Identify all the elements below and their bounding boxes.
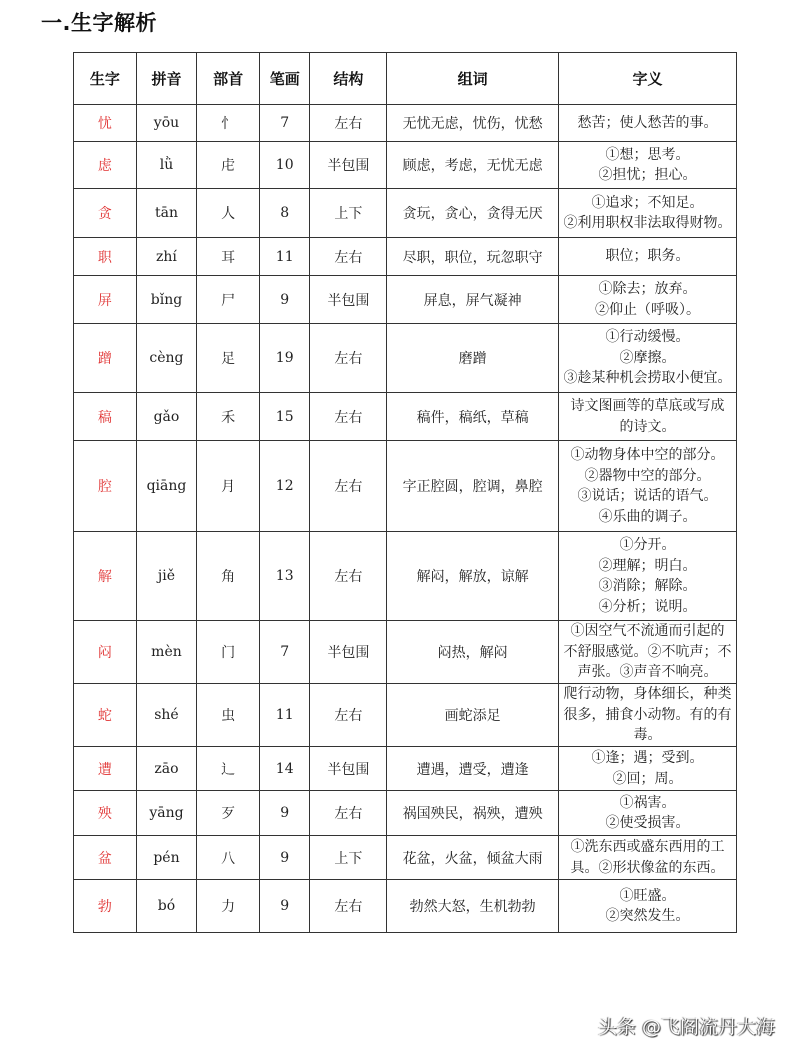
words-cell: 顾虑，考虑，无忧无虑: [387, 142, 559, 189]
pinyin-cell: yōu: [136, 105, 197, 142]
radical-cell: 力: [197, 880, 260, 933]
meaning-cell: [559, 621, 737, 684]
meaning-line: ①因空气不流通而引起的: [570, 623, 725, 640]
radical-cell: 辶: [197, 747, 260, 791]
pinyin-cell: gǎo: [136, 393, 197, 441]
meaning-line: ④分析；说明。: [598, 598, 697, 615]
header-radical: 部首: [197, 53, 260, 105]
radical-cell: 虍: [197, 142, 260, 189]
structure-cell: 半包围: [310, 621, 387, 684]
words-cell: 磨蹭: [387, 324, 559, 393]
meaning-line: ②理解；明白。: [598, 557, 697, 574]
structure-cell: 左右: [310, 791, 387, 836]
header-words: 组词: [387, 53, 559, 105]
structure-cell: 左右: [310, 880, 387, 933]
meaning-cell: [559, 142, 737, 189]
strokes-cell: 19: [259, 324, 310, 393]
strokes-cell: 15: [259, 393, 310, 441]
table-header-row: [74, 53, 737, 105]
section-title: 一.生字解析: [41, 11, 157, 35]
char-cell: 殃: [74, 791, 137, 836]
table-row: [74, 238, 737, 276]
structure-cell: 左右: [310, 105, 387, 142]
meaning-cell: [559, 324, 737, 393]
words-cell: 屏息，屏气凝神: [387, 276, 559, 324]
meaning-cell: [559, 791, 737, 836]
strokes-cell: 11: [259, 684, 310, 747]
meaning-cell: [559, 105, 737, 142]
meaning-line: ④乐曲的调子。: [598, 508, 697, 525]
char-cell: 盆: [74, 836, 137, 880]
meaning-line: ①洗东西或盛东西用的工: [570, 839, 725, 855]
structure-cell: 上下: [310, 189, 387, 238]
structure-cell: 上下: [310, 836, 387, 880]
words-cell: 贪玩，贪心，贪得无厌: [387, 189, 559, 238]
structure-cell: 左右: [310, 532, 387, 621]
header-pinyin: 拼音: [136, 53, 197, 105]
radical-cell: 尸: [197, 276, 260, 324]
char-cell: 稿: [74, 393, 137, 441]
meaning-line: ①旺盛。: [619, 887, 676, 904]
strokes-cell: 7: [259, 105, 310, 142]
strokes-cell: 8: [259, 189, 310, 238]
words-cell: 祸国殃民，祸殃，遭殃: [387, 791, 559, 836]
char-cell: 勃: [74, 880, 137, 933]
table-row: [74, 836, 737, 880]
header-char: 生字: [74, 53, 137, 105]
table-row: [74, 324, 737, 393]
table-row: [74, 142, 737, 189]
meaning-line: 很多，捕食小动物。有的有: [563, 706, 732, 723]
words-cell: 遭遇，遭受，遭逢: [387, 747, 559, 791]
strokes-cell: 9: [259, 276, 310, 324]
table-row: [74, 880, 737, 933]
meaning-line: ②器物中空的部分。: [584, 467, 711, 484]
words-cell: 稿件，稿纸，草稿: [387, 393, 559, 441]
table-row: [74, 747, 737, 791]
meaning-cell: [559, 238, 737, 276]
char-cell: 腔: [74, 441, 137, 532]
char-cell: 解: [74, 532, 137, 621]
structure-cell: 左右: [310, 238, 387, 276]
vocabulary-table: [73, 52, 737, 933]
char-cell: 虑: [74, 142, 137, 189]
pinyin-cell: yāng: [136, 791, 197, 836]
meaning-line: 的诗文。: [619, 418, 676, 435]
meaning-cell: [559, 880, 737, 933]
meaning-line: ②仰止（呼吸）。: [595, 301, 701, 318]
table-row: [74, 532, 737, 621]
radical-cell: 门: [197, 621, 260, 684]
pinyin-cell: cèng: [136, 324, 197, 393]
meaning-line: ①除去；放弃。: [598, 281, 697, 297]
strokes-cell: 10: [259, 142, 310, 189]
radical-cell: 角: [197, 532, 260, 621]
pinyin-cell: bó: [136, 880, 197, 933]
structure-cell: 半包围: [310, 276, 387, 324]
words-cell: 闷热，解闷: [387, 621, 559, 684]
meaning-line: ②摩擦。: [619, 349, 676, 366]
table-row: [74, 684, 737, 747]
char-cell: 屏: [74, 276, 137, 324]
header-strokes: 笔画: [259, 53, 310, 105]
strokes-cell: 7: [259, 621, 310, 684]
pinyin-cell: tān: [136, 189, 197, 238]
char-cell: 蛇: [74, 684, 137, 747]
char-cell: 遭: [74, 747, 137, 791]
strokes-cell: 12: [259, 441, 310, 532]
words-cell: 解闷，解放，谅解: [387, 532, 559, 621]
radical-cell: 八: [197, 836, 260, 880]
table-row: [74, 189, 737, 238]
meaning-line: ①逢；遇；受到。: [591, 750, 704, 766]
meaning-cell: [559, 276, 737, 324]
meaning-cell: [559, 441, 737, 532]
meaning-cell: [559, 532, 737, 621]
words-cell: 字正腔圆，腔调，鼻腔: [387, 441, 559, 532]
meaning-line: ②使受损害。: [605, 815, 690, 831]
radical-cell: 禾: [197, 393, 260, 441]
meaning-line: ③趁某种机会捞取小便宜。: [563, 370, 732, 387]
radical-cell: 虫: [197, 684, 260, 747]
meaning-line: 职位；职务。: [605, 248, 690, 265]
meaning-line: ②回；周。: [612, 770, 683, 787]
table-row: [74, 276, 737, 324]
strokes-cell: 9: [259, 880, 310, 933]
char-cell: 贪: [74, 189, 137, 238]
meaning-line: 毒。: [633, 727, 662, 744]
table-row: [74, 105, 737, 142]
pinyin-cell: mèn: [136, 621, 197, 684]
meaning-cell: [559, 684, 737, 747]
structure-cell: 左右: [310, 393, 387, 441]
meaning-line: 声张。③声音不响亮。: [577, 664, 718, 681]
meaning-cell: [559, 836, 737, 880]
radical-cell: 歹: [197, 791, 260, 836]
pinyin-cell: bǐng: [136, 276, 197, 324]
table-row: [74, 621, 737, 684]
words-cell: 尽职，职位，玩忽职守: [387, 238, 559, 276]
meaning-cell: [559, 747, 737, 791]
meaning-line: 具。②形状像盆的东西。: [570, 859, 725, 876]
char-cell: 蹭: [74, 324, 137, 393]
meaning-line: ①祸害。: [619, 794, 676, 811]
words-cell: 画蛇添足: [387, 684, 559, 747]
pinyin-cell: zhí: [136, 238, 197, 276]
meaning-line: 爬行动物，身体细长，种类: [563, 686, 732, 703]
meaning-line: ①想；思考。: [605, 146, 690, 163]
pinyin-cell: pén: [136, 836, 197, 880]
pinyin-cell: jiě: [136, 532, 197, 621]
meaning-line: 愁苦；使人愁苦的事。: [577, 114, 718, 131]
pinyin-cell: lǜ: [136, 142, 197, 189]
strokes-cell: 9: [259, 836, 310, 880]
char-cell: 忧: [74, 105, 137, 142]
watermark: 头条 @飞阁流丹大海: [597, 1016, 775, 1038]
structure-cell: 半包围: [310, 747, 387, 791]
meaning-line: 不舒服感觉。②不吭声；不: [563, 643, 732, 660]
meaning-line: ①追求；不知足。: [591, 194, 704, 211]
radical-cell: 人: [197, 189, 260, 238]
strokes-cell: 11: [259, 238, 310, 276]
meaning-line: ①分开。: [619, 537, 676, 553]
words-cell: 花盆，火盆，倾盆大雨: [387, 836, 559, 880]
words-cell: 勃然大怒，生机勃勃: [387, 880, 559, 933]
words-cell: 无忧无虑，忧伤，忧愁: [387, 105, 559, 142]
meaning-line: ①动物身体中空的部分。: [570, 447, 725, 463]
pinyin-cell: shé: [136, 684, 197, 747]
char-cell: 闷: [74, 621, 137, 684]
meaning-cell: [559, 393, 737, 441]
table-row: [74, 791, 737, 836]
header-structure: 结构: [310, 53, 387, 105]
strokes-cell: 9: [259, 791, 310, 836]
strokes-cell: 13: [259, 532, 310, 621]
radical-cell: 月: [197, 441, 260, 532]
radical-cell: 耳: [197, 238, 260, 276]
pinyin-cell: zāo: [136, 747, 197, 791]
table-row: [74, 393, 737, 441]
meaning-line: ①行动缓慢。: [605, 329, 690, 346]
structure-cell: 左右: [310, 441, 387, 532]
pinyin-cell: qiāng: [136, 441, 197, 532]
structure-cell: 半包围: [310, 142, 387, 189]
meaning-line: ②利用职权非法取得财物。: [563, 215, 732, 231]
header-meaning: 字义: [559, 53, 737, 105]
table-row: [74, 441, 737, 532]
meaning-cell: [559, 189, 737, 238]
meaning-line: ③消除；解除。: [598, 578, 697, 594]
meaning-line: 诗文图画等的草底或写成: [570, 398, 725, 414]
meaning-line: ②突然发生。: [605, 908, 690, 924]
meaning-line: ②担忧；担心。: [598, 167, 697, 183]
structure-cell: 左右: [310, 684, 387, 747]
radical-cell: 足: [197, 324, 260, 393]
radical-cell: 忄: [197, 105, 260, 142]
char-cell: 职: [74, 238, 137, 276]
structure-cell: 左右: [310, 324, 387, 393]
strokes-cell: 14: [259, 747, 310, 791]
meaning-line: ③说话；说话的语气。: [577, 488, 718, 504]
